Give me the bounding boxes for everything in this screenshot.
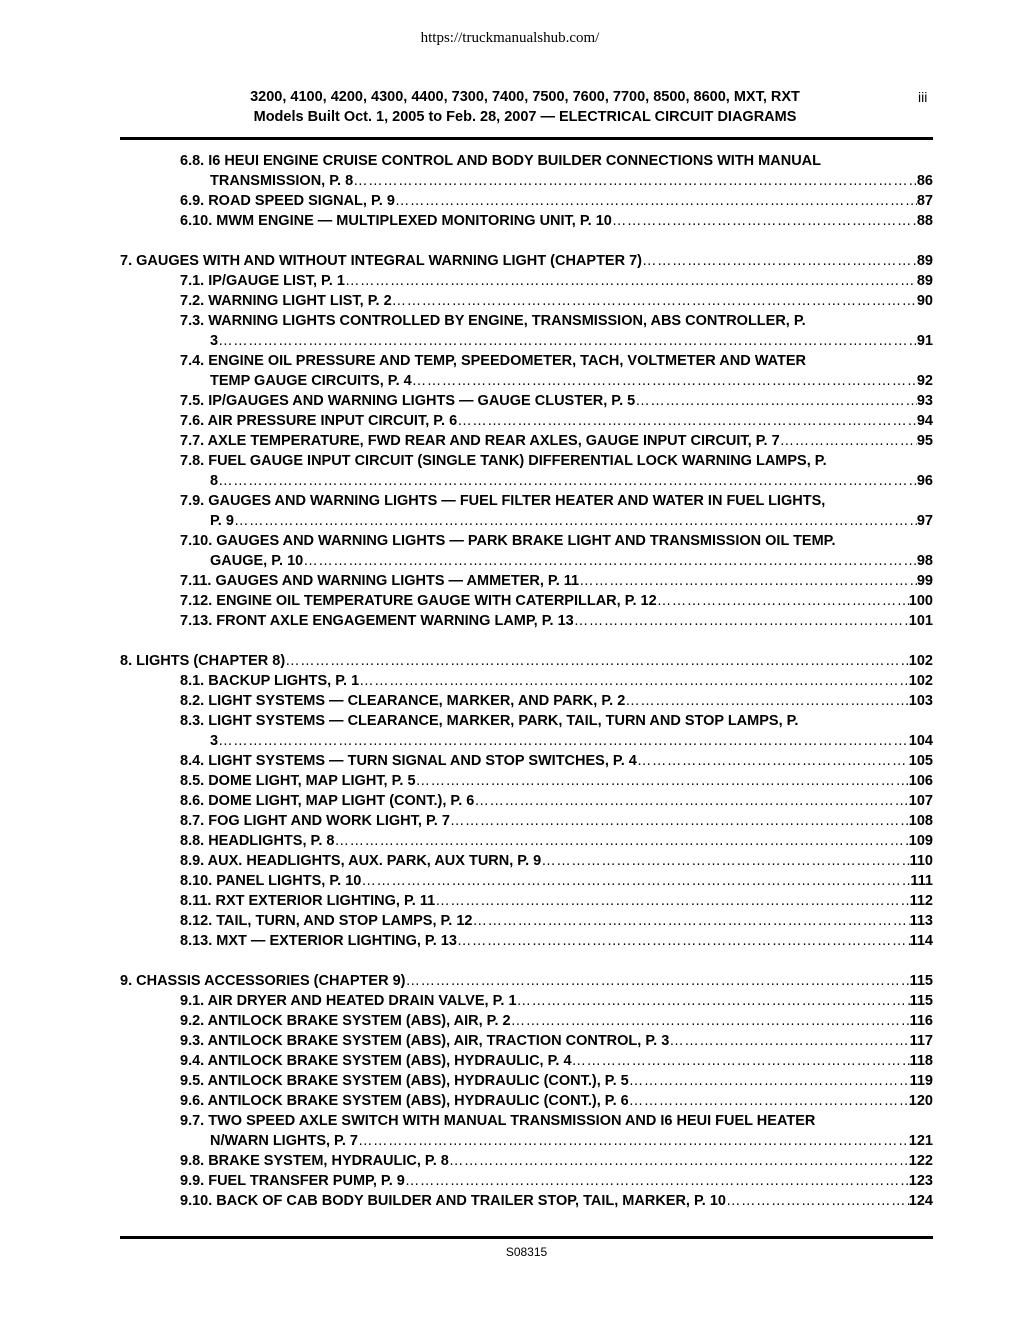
- toc-page-number: 95: [916, 433, 933, 449]
- toc-entry-title-continued: P. 9: [210, 513, 234, 529]
- toc-page-number: 100: [908, 593, 933, 609]
- toc-entry[interactable]: [120, 571, 933, 591]
- toc-page-number: 89: [916, 273, 933, 289]
- toc-entry[interactable]: [120, 651, 933, 671]
- toc-page-number: 98: [916, 553, 933, 569]
- dot-leader: [234, 511, 917, 531]
- toc-entry-title: 8.10. PANEL LIGHTS, P. 10: [180, 873, 362, 889]
- dot-leader: [392, 291, 917, 311]
- toc-entry-title: 6.10. MWM ENGINE — MULTIPLEXED MONITORING UNIT, P. 10: [180, 213, 612, 229]
- toc-page-number: 102: [908, 653, 933, 669]
- dot-leader: [334, 831, 908, 851]
- toc-entry-title: 8.1. BACKUP LIGHTS, P. 1: [180, 673, 360, 689]
- dot-leader: [405, 971, 909, 991]
- dot-leader: [457, 931, 910, 951]
- toc-page-number: 104: [908, 733, 933, 749]
- toc-page-number: 99: [916, 573, 933, 589]
- toc-entry-title: 7.11. GAUGES AND WARNING LIGHTS — AMMETER, P. 11: [180, 573, 580, 589]
- toc-page-number: 103: [908, 693, 933, 709]
- toc-entry-title-continued: TRANSMISSION, P. 8: [210, 173, 354, 189]
- dot-leader: [395, 191, 917, 211]
- toc-page-number: 115: [909, 973, 933, 989]
- source-url[interactable]: https://truckmanualshub.com/: [420, 30, 600, 46]
- toc-entry-title: 8.8. HEADLIGHTS, P. 8: [180, 833, 335, 849]
- toc-entry[interactable]: [120, 1151, 933, 1171]
- toc-page-number: 111: [910, 873, 933, 889]
- toc-entry-title: 9.7. TWO SPEED AXLE SWITCH WITH MANUAL TRANSMISSION AND I6 HEUI FUEL HEATER: [180, 1113, 816, 1129]
- dot-leader: [353, 171, 917, 191]
- toc-entry[interactable]: [120, 791, 933, 811]
- dot-leader: [361, 871, 910, 891]
- toc-entry-title: 9. CHASSIS ACCESSORIES (CHAPTER 9): [120, 973, 406, 989]
- document-title: Models Built Oct. 1, 2005 to Feb. 28, 2007 — ELECTRICAL CIRCUIT DIAGRAMS: [253, 109, 797, 125]
- document-header: [160, 87, 890, 127]
- toc-entry[interactable]: [120, 751, 933, 771]
- toc-entry-title: 7.13. FRONT AXLE ENGAGEMENT WARNING LAMP, P. 13: [180, 613, 574, 629]
- toc-entry[interactable]: [120, 911, 933, 931]
- toc-entry-title: 7. GAUGES WITH AND WITHOUT INTEGRAL WARNING LIGHT (CHAPTER 7): [120, 253, 642, 269]
- toc-entry[interactable]: [120, 711, 933, 751]
- toc-page-number: 114: [909, 933, 933, 949]
- toc-entry[interactable]: [120, 931, 933, 951]
- toc-page-number: 108: [908, 813, 933, 829]
- models-line: 3200, 4100, 4200, 4300, 4400, 7300, 7400, 7500, 7600, 7700, 8500, 8600, MXT, RXT: [250, 89, 800, 105]
- dot-leader: [474, 791, 908, 811]
- toc-entry-title-continued: 8: [210, 473, 219, 489]
- toc-entry[interactable]: [120, 411, 933, 431]
- dot-leader: [635, 391, 917, 411]
- toc-page-number: 93: [916, 393, 933, 409]
- toc-entry[interactable]: [120, 891, 933, 911]
- toc-page-number: 88: [916, 213, 933, 229]
- toc-entry-title: 7.5. IP/GAUGES AND WARNING LIGHTS — GAUGE CLUSTER, P. 5: [180, 393, 636, 409]
- header-divider: [120, 137, 933, 140]
- toc-entry-title: 8.13. MXT — EXTERIOR LIGHTING, P. 13: [180, 933, 457, 949]
- dot-leader: [450, 811, 909, 831]
- dot-leader: [358, 1131, 909, 1151]
- toc-entry[interactable]: [120, 611, 933, 631]
- toc-entry[interactable]: [120, 311, 933, 351]
- toc-page-number: 89: [916, 253, 933, 269]
- toc-entry-title: 7.6. AIR PRESSURE INPUT CIRCUIT, P. 6: [180, 413, 458, 429]
- toc-entry[interactable]: [120, 291, 933, 311]
- toc-entry-title: 9.6. ANTILOCK BRAKE SYSTEM (ABS), HYDRAULIC (CONT.), P. 6: [180, 1093, 629, 1109]
- toc-entry-title: 8.9. AUX. HEADLIGHTS, AUX. PARK, AUX TURN, P. 9: [180, 853, 542, 869]
- dot-leader: [303, 551, 917, 571]
- toc-entry-title: 9.1. AIR DRYER AND HEATED DRAIN VALVE, P. 1: [180, 993, 517, 1009]
- toc-entry-title: 7.1. IP/GAUGE LIST, P. 1: [180, 273, 345, 289]
- dot-leader: [637, 751, 909, 771]
- toc-entry[interactable]: [120, 851, 933, 871]
- toc-entry-title: 8. LIGHTS (CHAPTER 8): [120, 653, 286, 669]
- toc-entry[interactable]: [120, 671, 933, 691]
- toc-entry-title: 6.9. ROAD SPEED SIGNAL, P. 9: [180, 193, 395, 209]
- toc-entry-title: 9.2. ANTILOCK BRAKE SYSTEM (ABS), AIR, P. 2: [180, 1013, 511, 1029]
- toc-entry[interactable]: [120, 431, 933, 451]
- toc-entry-title: 9.4. ANTILOCK BRAKE SYSTEM (ABS), HYDRAULIC, P. 4: [180, 1053, 572, 1069]
- toc-entry[interactable]: [120, 1071, 933, 1091]
- toc-entry[interactable]: [120, 691, 933, 711]
- dot-leader: [579, 571, 917, 591]
- toc-page-number: 113: [909, 913, 933, 929]
- toc-page-number: 119: [909, 1073, 933, 1089]
- dot-leader: [726, 1191, 909, 1211]
- toc-page-number: 90: [916, 293, 933, 309]
- toc-entry-title: 9.3. ANTILOCK BRAKE SYSTEM (ABS), AIR, TRACTION CONTROL, P. 3: [180, 1033, 670, 1049]
- figure-code: S08315: [505, 1245, 548, 1259]
- toc-entry-title: 7.4. ENGINE OIL PRESSURE AND TEMP, SPEEDOMETER, TACH, VOLTMETER AND WATER: [180, 353, 806, 369]
- toc-entry-title: 9.5. ANTILOCK BRAKE SYSTEM (ABS), HYDRAULIC (CONT.), P. 5: [180, 1073, 629, 1089]
- toc-page-number: 107: [908, 793, 933, 809]
- toc-entry-title: 7.9. GAUGES AND WARNING LIGHTS — FUEL FILTER HEATER AND WATER IN FUEL LIGHTS,: [180, 493, 826, 509]
- toc-entry[interactable]: [120, 971, 933, 991]
- toc-page-number: 86: [916, 173, 933, 189]
- toc-entry[interactable]: [120, 351, 933, 391]
- toc-entry[interactable]: [120, 191, 933, 211]
- toc-entry[interactable]: [120, 991, 933, 1011]
- toc-page-number: 110: [909, 853, 933, 869]
- dot-leader: [449, 1151, 909, 1171]
- toc-page-number: 118: [909, 1053, 933, 1069]
- toc-entry[interactable]: [120, 251, 933, 271]
- toc-entry[interactable]: [120, 211, 933, 231]
- toc-page-number: 87: [916, 193, 933, 209]
- toc-entry-title-continued: GAUGE, P. 10: [210, 553, 304, 569]
- toc-page-number: 124: [908, 1193, 933, 1209]
- toc-entry-title: 8.11. RXT EXTERIOR LIGHTING, P. 11: [180, 893, 436, 909]
- toc-entry-title: 8.4. LIGHT SYSTEMS — TURN SIGNAL AND STOP SWITCHES, P. 4: [180, 753, 637, 769]
- toc-entry-title-continued: 3: [210, 733, 219, 749]
- toc-page-number: 101: [908, 613, 933, 629]
- dot-leader: [412, 371, 917, 391]
- toc-entry-title: 7.2. WARNING LIGHT LIST, P. 2: [180, 293, 392, 309]
- dot-leader: [612, 211, 917, 231]
- toc-entry[interactable]: [120, 151, 933, 191]
- toc-entry-title: 9.10. BACK OF CAB BODY BUILDER AND TRAILER STOP, TAIL, MARKER, P. 10: [180, 1193, 726, 1209]
- toc-page-number: 106: [908, 773, 933, 789]
- toc-page-number: 112: [909, 893, 933, 909]
- toc-entry-title: 8.6. DOME LIGHT, MAP LIGHT (CONT.), P. 6: [180, 793, 475, 809]
- toc-entry-title-continued: 3: [210, 333, 219, 349]
- toc-entry-title: 7.8. FUEL GAUGE INPUT CIRCUIT (SINGLE TANK) DIFFERENTIAL LOCK WARNING LAMPS, P.: [180, 453, 827, 469]
- dot-leader: [218, 331, 917, 351]
- dot-leader: [642, 251, 917, 271]
- toc-entry[interactable]: [120, 1031, 933, 1051]
- toc-page-number: 123: [908, 1173, 933, 1189]
- toc-page-number: 122: [908, 1153, 933, 1169]
- toc-page-number: 96: [916, 473, 933, 489]
- toc-page-number: 121: [908, 1133, 933, 1149]
- dot-leader: [625, 691, 909, 711]
- toc-entry[interactable]: [120, 871, 933, 891]
- dot-leader: [657, 591, 909, 611]
- dot-leader: [405, 1171, 909, 1191]
- toc-entry-title: 7.10. GAUGES AND WARNING LIGHTS — PARK BRAKE LIGHT AND TRANSMISSION OIL TEMP.: [180, 533, 836, 549]
- toc-entry[interactable]: [120, 831, 933, 851]
- toc-page-number: 94: [916, 413, 933, 429]
- dot-leader: [780, 431, 917, 451]
- dot-leader: [416, 771, 909, 791]
- toc-entry[interactable]: [120, 1191, 933, 1211]
- toc-entry-title: 7.12. ENGINE OIL TEMPERATURE GAUGE WITH CATERPILLAR, P. 12: [180, 593, 657, 609]
- toc-page-number: 105: [908, 753, 933, 769]
- dot-leader: [435, 891, 909, 911]
- toc-entry-title: 6.8. I6 HEUI ENGINE CRUISE CONTROL AND BODY BUILDER CONNECTIONS WITH MANUAL: [180, 153, 821, 169]
- toc-entry[interactable]: [120, 811, 933, 831]
- toc-entry[interactable]: [120, 1051, 933, 1071]
- toc-entry-title: 7.3. WARNING LIGHTS CONTROLLED BY ENGINE, TRANSMISSION, ABS CONTROLLER, P.: [180, 313, 806, 329]
- toc-entry-title-continued: N/WARN LIGHTS, P. 7: [210, 1133, 358, 1149]
- toc-page-number: 120: [908, 1093, 933, 1109]
- toc-entry-title: 8.12. TAIL, TURN, AND STOP LAMPS, P. 12: [180, 913, 473, 929]
- dot-leader: [572, 1051, 910, 1071]
- toc-page-number: 97: [916, 513, 933, 529]
- toc-entry-title: 8.3. LIGHT SYSTEMS — CLEARANCE, MARKER, PARK, TAIL, TURN AND STOP LAMPS, P.: [180, 713, 799, 729]
- toc-page-number: 117: [909, 1033, 933, 1049]
- dot-leader: [669, 1031, 909, 1051]
- dot-leader: [629, 1071, 910, 1091]
- dot-leader: [345, 271, 917, 291]
- page-number: iii: [918, 89, 928, 105]
- table-of-contents: [120, 151, 933, 1211]
- dot-leader: [629, 1091, 909, 1111]
- toc-page-number: 115: [909, 993, 933, 1009]
- toc-entry[interactable]: [120, 1111, 933, 1151]
- dot-leader: [457, 411, 917, 431]
- dot-leader: [517, 991, 910, 1011]
- toc-page-number: 116: [909, 1013, 933, 1029]
- toc-page-number: 109: [908, 833, 933, 849]
- dot-leader: [285, 651, 909, 671]
- toc-entry[interactable]: [120, 271, 933, 291]
- dot-leader: [359, 671, 909, 691]
- toc-page-number: 102: [908, 673, 933, 689]
- toc-entry-title-continued: TEMP GAUGE CIRCUITS, P. 4: [210, 373, 412, 389]
- toc-entry[interactable]: [120, 531, 933, 571]
- toc-entry[interactable]: [120, 1011, 933, 1031]
- toc-entry-title: 9.8. BRAKE SYSTEM, HYDRAULIC, P. 8: [180, 1153, 449, 1169]
- toc-entry-title: 9.9. FUEL TRANSFER PUMP, P. 9: [180, 1173, 405, 1189]
- toc-entry[interactable]: [120, 391, 933, 411]
- dot-leader: [218, 731, 909, 751]
- dot-leader: [574, 611, 909, 631]
- toc-entry[interactable]: [120, 451, 933, 491]
- dot-leader: [218, 471, 917, 491]
- toc-entry-title: 8.2. LIGHT SYSTEMS — CLEARANCE, MARKER, AND PARK, P. 2: [180, 693, 626, 709]
- toc-entry-title: 8.7. FOG LIGHT AND WORK LIGHT, P. 7: [180, 813, 450, 829]
- toc-entry[interactable]: [120, 771, 933, 791]
- toc-entry-title: 8.5. DOME LIGHT, MAP LIGHT, P. 5: [180, 773, 416, 789]
- toc-page-number: 91: [916, 333, 933, 349]
- toc-page-number: 92: [916, 373, 933, 389]
- dot-leader: [511, 1011, 910, 1031]
- dot-leader: [541, 851, 909, 871]
- toc-entry[interactable]: [120, 491, 933, 531]
- footer-divider: [120, 1236, 933, 1239]
- toc-entry[interactable]: [120, 591, 933, 611]
- toc-entry[interactable]: [120, 1171, 933, 1191]
- toc-entry-title: 7.7. AXLE TEMPERATURE, FWD REAR AND REAR AXLES, GAUGE INPUT CIRCUIT, P. 7: [180, 433, 780, 449]
- dot-leader: [473, 911, 910, 931]
- toc-entry[interactable]: [120, 1091, 933, 1111]
